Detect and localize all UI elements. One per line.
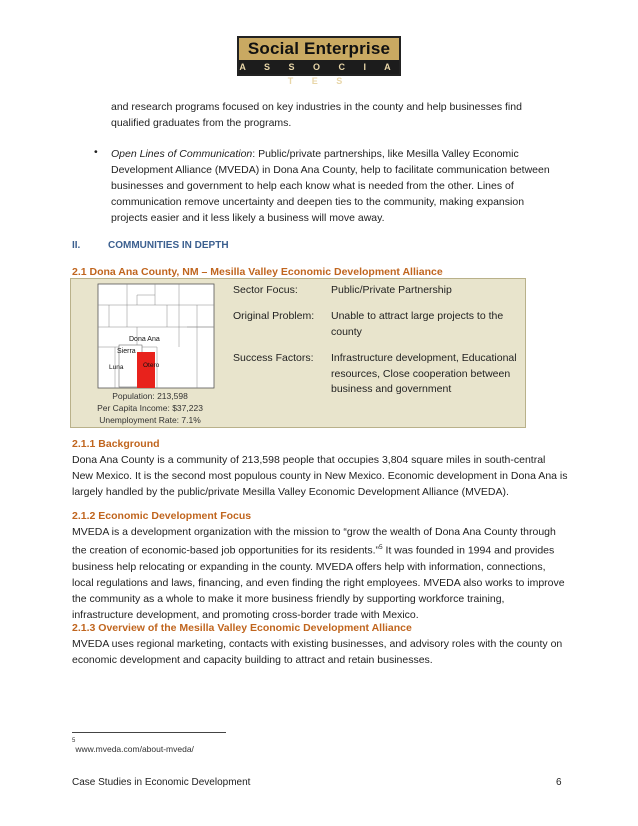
fact-label: Success Factors: bbox=[233, 352, 314, 364]
bullet-item bbox=[111, 146, 563, 226]
footnote-divider bbox=[72, 732, 226, 733]
county-profile-box bbox=[70, 278, 526, 428]
subsection-heading-2-1-3: 2.1.3 Overview of the Mesilla Valley Economic Development Alliance bbox=[72, 622, 412, 634]
map-label-sierra: Sierra bbox=[117, 348, 136, 355]
logo-subtitle: A S S O C I A T E S bbox=[239, 62, 399, 86]
footnote bbox=[72, 738, 194, 754]
fact-value: Public/Private Partnership bbox=[331, 284, 452, 296]
bullet-marker: • bbox=[94, 146, 98, 158]
subsection-heading-2-1-1: 2.1.1 Background bbox=[72, 438, 160, 450]
continued-paragraph: and research programs focused on key industries in the county and help businesses find qualified graduates from the programs. bbox=[111, 101, 522, 129]
page-number: 6 bbox=[556, 777, 562, 788]
economic-focus-text-a: MVEDA is a development organization with the mission to “grow the wealth of Dona Ana County through the creation of economic-based job opportunities for its residents.” bbox=[72, 526, 556, 557]
footnote-number: 5 bbox=[72, 738, 76, 744]
section-number: II. bbox=[72, 240, 81, 251]
map-label-otero: Otero bbox=[143, 362, 160, 369]
economic-focus-paragraph bbox=[72, 524, 568, 623]
footnote-reference[interactable]: 5 bbox=[379, 544, 383, 551]
logo-name: Social Enterprise bbox=[239, 38, 399, 60]
map-label-dona-ana: Dona Ana bbox=[129, 336, 160, 343]
bullet-title: Open Lines of Communication bbox=[111, 148, 253, 160]
fact-label: Original Problem: bbox=[233, 310, 315, 322]
bullet-body: : Public/private partnerships, like Mesilla Valley Economic Development Alliance (MVEDA) in Dona Ana County, help to facilitate communication between businesses and government to help each know what is needed from the other. Lines of communication remove uncertainty and deepen ties to the community, making expansion projects easier and it less likely a business will move away. bbox=[111, 148, 550, 224]
unemployment-stat: Unemployment Rate: 7.1% bbox=[99, 415, 201, 425]
fact-label: Sector Focus: bbox=[233, 284, 298, 296]
population-stat: Population: 213,598 bbox=[112, 391, 188, 401]
background-paragraph: Dona Ana County is a community of 213,598 people that occupies 3,804 square miles in south-central New Mexico. It is the second most populous county in New Mexico. Economic development in Dona Ana is largely handled by the public/private Mesilla Valley Economic Development Alliance (MVEDA). bbox=[72, 454, 568, 498]
per-capita-income-stat: Per Capita Income: $37,223 bbox=[97, 403, 203, 413]
company-logo bbox=[237, 36, 401, 86]
county-stats bbox=[77, 390, 223, 426]
fact-value: Unable to attract large projects to the county bbox=[331, 310, 504, 338]
fact-value: Infrastructure development, Educational resources, Close cooperation between business and government bbox=[331, 352, 517, 395]
section-heading bbox=[72, 240, 229, 251]
economic-focus-text-b: It was founded in 1994 and provides business help relocating or expanding in the county. MVEDA offers help with information, connections, local regulations and laws, financing, and even finding the right employees. MVEDA also works to improve the community as a whole to make it more business friendly by supporting workforce training, infrastructure development, and promoting cross-border trade with Mexico. bbox=[72, 544, 565, 621]
map-county-dona-ana bbox=[137, 352, 155, 388]
map-label-luna: Luna bbox=[109, 364, 124, 371]
footnote-url[interactable]: www.mveda.com/about-mveda/ bbox=[75, 744, 194, 754]
new-mexico-county-map bbox=[97, 283, 215, 389]
section-title: COMMUNITIES IN DEPTH bbox=[108, 240, 229, 251]
footer-title: Case Studies in Economic Development bbox=[72, 777, 251, 788]
overview-paragraph: MVEDA uses regional marketing, contacts with existing businesses, and advisory roles with the county on economic development and capacity building to attract and retain businesses. bbox=[72, 638, 563, 666]
subsection-heading-2-1: 2.1 Dona Ana County, NM – Mesilla Valley Economic Development Alliance bbox=[72, 266, 443, 278]
subsection-heading-2-1-2: 2.1.2 Economic Development Focus bbox=[72, 510, 252, 522]
